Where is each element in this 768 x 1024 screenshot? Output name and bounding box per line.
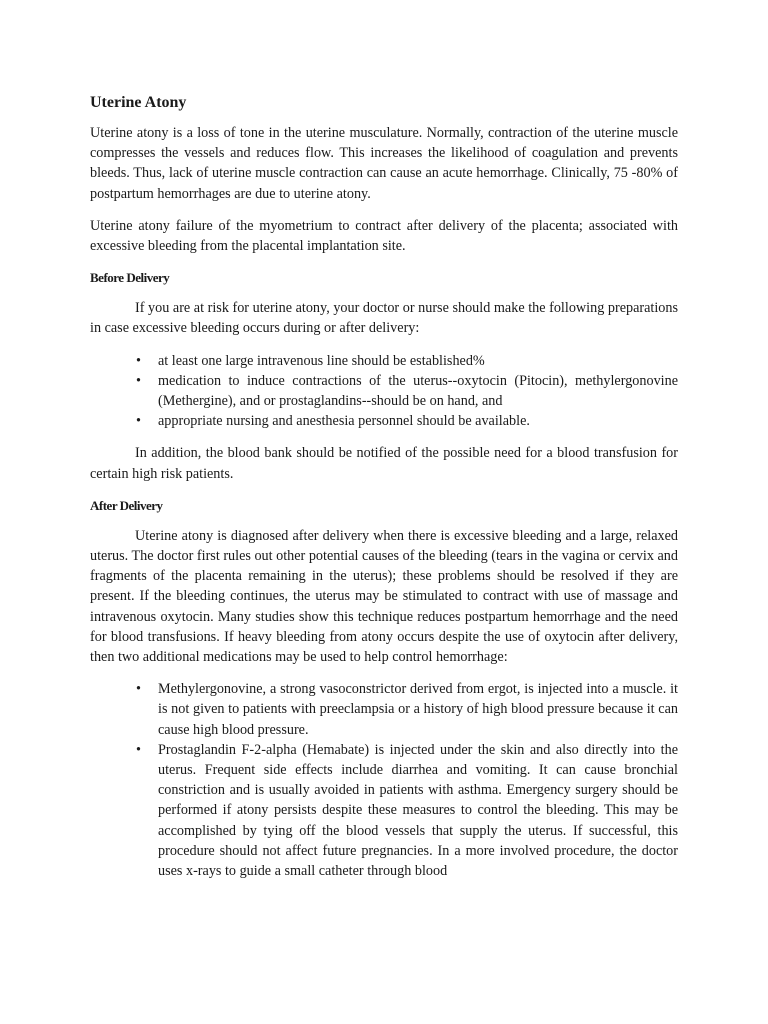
list-item bbox=[90, 679, 678, 740]
before-delivery-list bbox=[90, 351, 678, 432]
list-item-text: appropriate nursing and anesthesia personnel should be available. bbox=[158, 413, 530, 430]
list-item bbox=[90, 371, 678, 411]
list-item bbox=[90, 411, 678, 431]
bullet-icon: • bbox=[136, 681, 141, 698]
before-delivery-closing: In addition, the blood bank should be notified of the possible need for a blood transfusion for certain high risk patients. bbox=[90, 445, 678, 482]
before-delivery-heading: Before Delivery bbox=[90, 270, 170, 286]
after-delivery-paragraph: Uterine atony is diagnosed after delivery when there is excessive bleeding and a large, relaxed uterus. The doctor first rules out other potential causes of the bleeding (tears in the vagina or cervix and fragments of the placenta remaining in the uterus); these problems should be resolved if they are present. If the bleeding continues, the uterus may be stimulated to contract with use of massage and intravenous oxytocin. Many studies show this technique reduces postpartum hemorrhage and the need for blood transfusions. If heavy bleeding from atony occurs despite the use of oxytocin after delivery, then two additional medications may be used to help control hemorrhage: bbox=[90, 527, 678, 666]
document-title: Uterine Atony bbox=[90, 94, 187, 111]
intro-paragraph-1: Uterine atony is a loss of tone in the uterine musculature. Normally, contraction of the uterine muscle compresses the vessels and reduces flow. This increases the likelihood of coagulation and prevents bleeds. Thus, lack of uterine muscle contraction can cause an acute hemorrhage. Clinically, 75 -80% of postpartum hemorrhages are due to uterine atony. bbox=[90, 125, 678, 202]
list-item bbox=[90, 351, 678, 371]
bullet-icon: • bbox=[136, 413, 141, 430]
after-delivery-heading: After Delivery bbox=[90, 497, 163, 513]
after-delivery-list bbox=[90, 679, 678, 881]
list-item bbox=[90, 740, 678, 881]
list-item-text: medication to induce contractions of the uterus--oxytocin (Pitocin), methylergonovine (Methergine), and or prostaglandins--should be on hand, and bbox=[158, 372, 678, 410]
bullet-icon: • bbox=[136, 352, 141, 369]
list-item-text: Methylergonovine, a strong vasoconstrictor derived from ergot, is injected into a muscle. it is not given to patients with preeclampsia or a history of high blood pressure because it can cause high blood pressure. bbox=[158, 681, 678, 738]
bullet-icon: • bbox=[136, 741, 141, 758]
before-delivery-paragraph: If you are at risk for uterine atony, your doctor or nurse should make the following preparations in case excessive bleeding occurs during or after delivery: bbox=[90, 300, 678, 337]
list-item-text: Prostaglandin F-2-alpha (Hemabate) is injected under the skin and also directly into the uterus. Frequent side effects include diarrhea and vomiting. It can cause bronchial constriction and is usually avoided in patients with asthma. Emergency surgery should be performed if atony persists despite these measures to control the bleeding. This may be accomplished by tying off the blood vessels that supply the uterus. If successful, this procedure should not affect future pregnancies. In a more involved procedure, the doctor uses x-rays to guide a small catheter through blood bbox=[158, 741, 678, 880]
intro-paragraph-2: Uterine atony failure of the myometrium to contract after delivery of the placenta; associated with excessive bleeding from the placental implantation site. bbox=[90, 217, 678, 255]
document-page bbox=[90, 93, 678, 893]
bullet-icon: • bbox=[136, 372, 141, 389]
list-item-text: at least one large intravenous line should be established% bbox=[158, 352, 485, 369]
